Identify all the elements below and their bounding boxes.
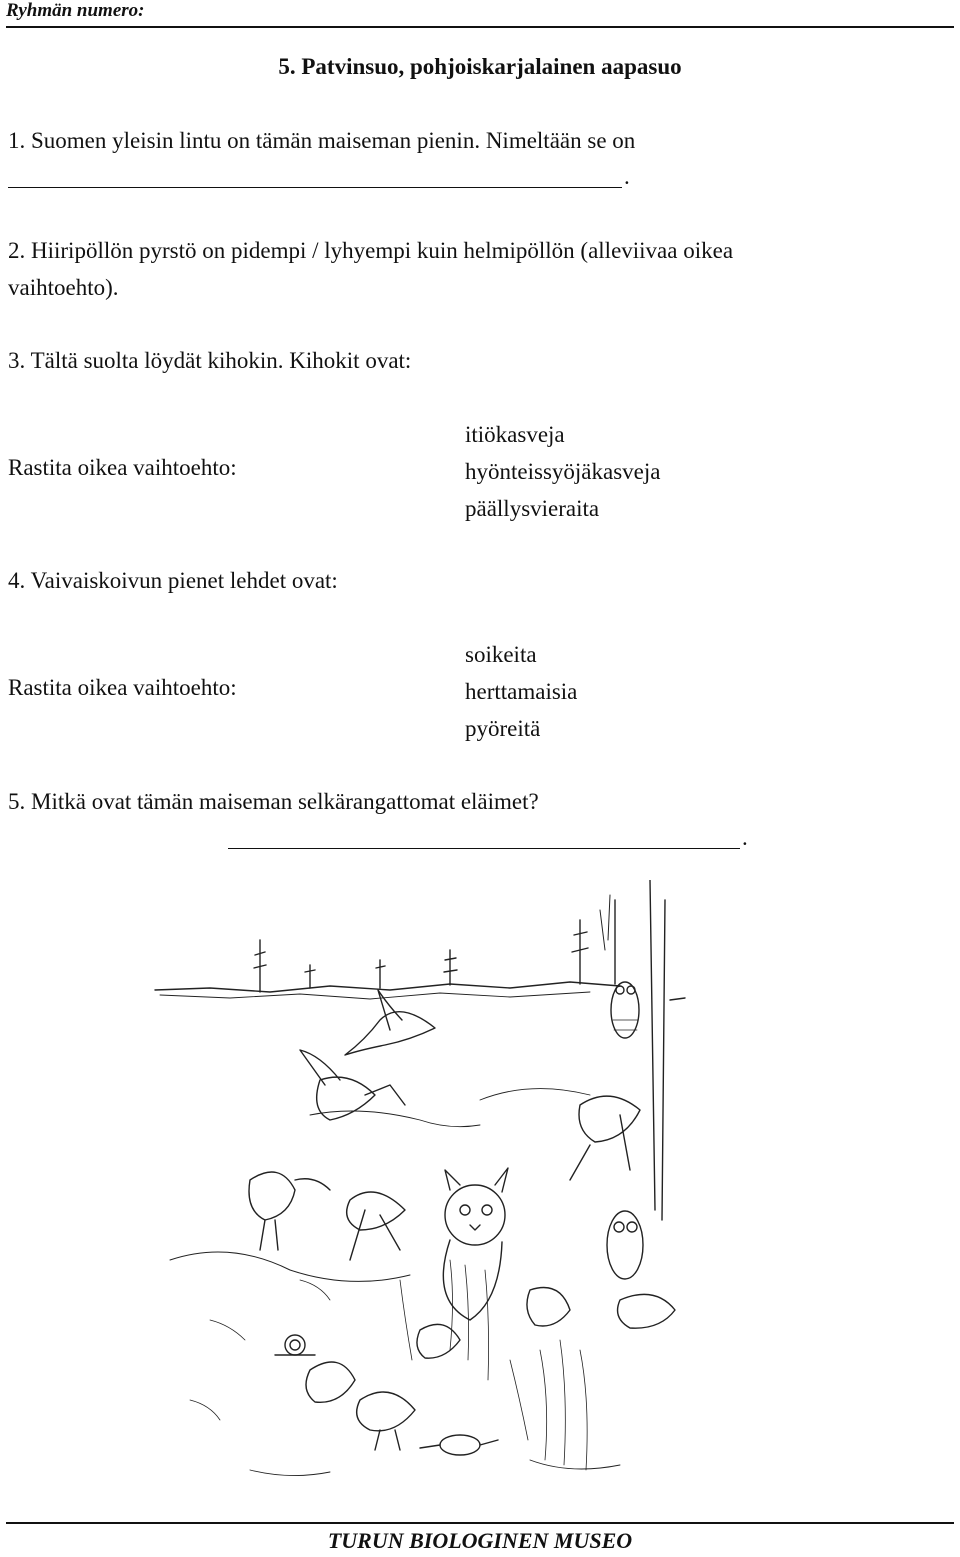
tree-trunk-icon <box>650 880 685 1220</box>
bird-icon-7 <box>357 1392 415 1431</box>
shrew-icon <box>440 1435 480 1455</box>
question-4-options <box>465 636 577 747</box>
question-2-line-1: 2. Hiiripöllön pyrstö on pidempi / lyhyempi kuin helmipöllön (alleviivaa oikea <box>8 238 734 263</box>
question-2-line-2: vaihtoehto). <box>8 275 119 300</box>
question-4-prompt: Rastita oikea vaihtoehto: <box>8 675 237 700</box>
flying-bird-icon <box>345 1012 435 1055</box>
horizon-line <box>155 982 620 992</box>
bird-icon-5 <box>618 1294 675 1328</box>
bird-icon <box>317 1077 375 1120</box>
bird-icon-3 <box>417 1324 460 1358</box>
footer-museum-name: TURUN BIOLOGINEN MUSEO <box>327 1528 633 1553</box>
owl-icon-2 <box>607 1211 643 1279</box>
bird-icon-4 <box>527 1288 570 1327</box>
lynx-icon <box>445 1185 505 1245</box>
tree-icon <box>254 940 266 992</box>
group-number-label: Ryhmän numero: <box>6 0 145 21</box>
option-soikeita[interactable]: soikeita <box>465 642 537 667</box>
top-divider <box>6 26 954 28</box>
answer-line-1[interactable] <box>8 187 622 188</box>
option-paallysvieraita[interactable]: päällysvieraita <box>465 496 600 521</box>
bird-icon-2 <box>347 1192 405 1230</box>
bird-on-branch-icon <box>579 1096 640 1142</box>
answer-1-period: . <box>624 164 630 189</box>
page-title: 5. Patvinsuo, pohjoiskarjalainen aapasuo <box>278 54 682 79</box>
option-herttamaisia[interactable]: herttamaisia <box>465 679 578 704</box>
answer-5-period: . <box>742 825 748 850</box>
option-hyonteissyojakasveja[interactable]: hyönteissyöjäkasveja <box>465 459 661 484</box>
option-itiokasveja[interactable]: itiökasveja <box>465 422 565 447</box>
bottom-divider <box>6 1522 954 1524</box>
question-1: 1. Suomen yleisin lintu on tämän maiseman pienin. Nimeltään se on <box>8 128 636 153</box>
question-5: 5. Mitkä ovat tämän maiseman selkärangattomat eläimet? <box>8 789 539 814</box>
question-3-prompt: Rastita oikea vaihtoehto: <box>8 455 237 480</box>
question-3: 3. Tältä suolta löydät kihokin. Kihokit ovat: <box>8 348 412 373</box>
curlew-icon <box>249 1172 295 1220</box>
question-4: 4. Vaivaiskoivun pienet lehdet ovat: <box>8 568 338 593</box>
option-pyoreita[interactable]: pyöreitä <box>465 716 541 741</box>
snail-icon <box>285 1335 305 1355</box>
question-3-options <box>465 416 660 527</box>
bird-icon-6 <box>306 1362 355 1402</box>
bog-landscape-illustration <box>150 880 690 1490</box>
answer-line-5[interactable] <box>228 848 740 849</box>
